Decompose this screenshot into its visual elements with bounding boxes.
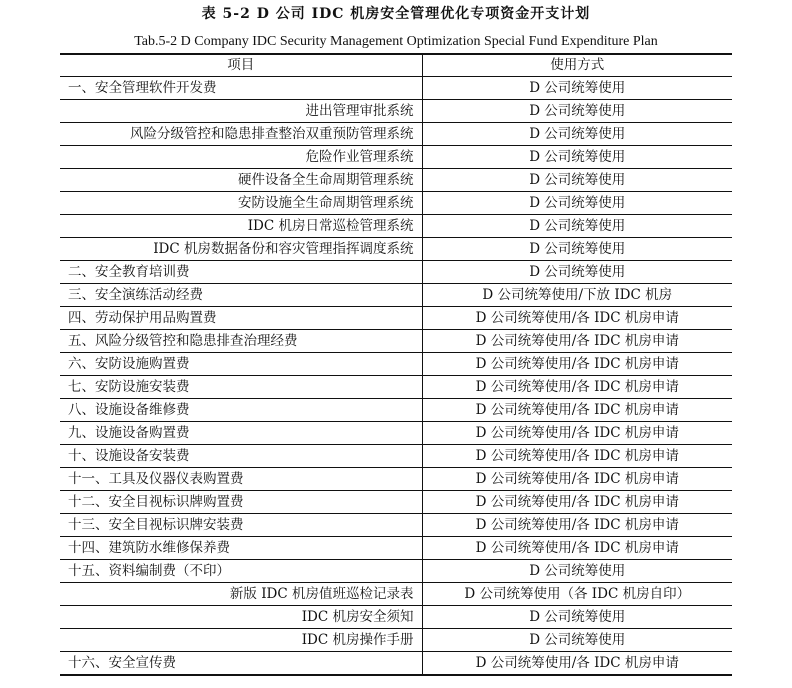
- row-item-cell: 硬件设备全生命周期管理系统: [60, 169, 422, 192]
- table-row: [60, 468, 732, 491]
- row-usage-cell: D 公司统筹使用（各 IDC 机房自印）: [422, 583, 732, 606]
- table-row: [60, 583, 732, 606]
- row-usage-cell: D 公司统筹使用/下放 IDC 机房: [422, 284, 732, 307]
- row-usage-cell: D 公司统筹使用/各 IDC 机房申请: [422, 652, 732, 676]
- table-row: [60, 606, 732, 629]
- row-item-cell: IDC 机房日常巡检管理系统: [60, 215, 422, 238]
- row-usage-cell: D 公司统筹使用: [422, 629, 732, 652]
- row-item-cell: 三、安全演练活动经费: [60, 284, 422, 307]
- table-title-english: Tab.5-2 D Company IDC Security Management Optimization Special Fund Expenditure Plan: [134, 34, 658, 49]
- table-row: [60, 330, 732, 353]
- row-item-cell: 风险分级管控和隐患排查整治双重预防管理系统: [60, 123, 422, 146]
- table-row: [60, 629, 732, 652]
- row-usage-cell: D 公司统筹使用/各 IDC 机房申请: [422, 399, 732, 422]
- row-item-cell: 十、设施设备安装费: [60, 445, 422, 468]
- row-item-cell: IDC 机房安全须知: [60, 606, 422, 629]
- header-item: 项目: [60, 54, 422, 77]
- row-usage-cell: D 公司统筹使用/各 IDC 机房申请: [422, 353, 732, 376]
- table-row: [60, 445, 732, 468]
- row-usage-cell: D 公司统筹使用: [422, 261, 732, 284]
- row-usage-cell: D 公司统筹使用: [422, 123, 732, 146]
- table-row: [60, 238, 732, 261]
- table-row: [60, 652, 732, 676]
- row-item-cell: 十四、建筑防水维修保养费: [60, 537, 422, 560]
- fund-expenditure-table: [60, 53, 732, 676]
- table-row: [60, 376, 732, 399]
- table-row: [60, 307, 732, 330]
- row-usage-cell: D 公司统筹使用/各 IDC 机房申请: [422, 468, 732, 491]
- row-usage-cell: D 公司统筹使用: [422, 238, 732, 261]
- table-row: [60, 123, 732, 146]
- table-row: [60, 146, 732, 169]
- row-usage-cell: D 公司统筹使用: [422, 606, 732, 629]
- row-item-cell: 十五、资料编制费（不印）: [60, 560, 422, 583]
- row-item-cell: 进出管理审批系统: [60, 100, 422, 123]
- table-row: [60, 399, 732, 422]
- row-usage-cell: D 公司统筹使用: [422, 192, 732, 215]
- table-row: [60, 560, 732, 583]
- table-row: [60, 100, 732, 123]
- row-usage-cell: D 公司统筹使用/各 IDC 机房申请: [422, 445, 732, 468]
- table-title-chinese: 表 5-2 D 公司 IDC 机房安全管理优化专项资金开支计划: [201, 6, 591, 22]
- row-usage-cell: D 公司统筹使用/各 IDC 机房申请: [422, 307, 732, 330]
- row-item-cell: 危险作业管理系统: [60, 146, 422, 169]
- table-row: [60, 422, 732, 445]
- table-row: [60, 215, 732, 238]
- table-row: [60, 169, 732, 192]
- row-item-cell: 新版 IDC 机房值班巡检记录表: [60, 583, 422, 606]
- row-item-cell: IDC 机房数据备份和容灾管理指挥调度系统: [60, 238, 422, 261]
- row-item-cell: 四、劳动保护用品购置费: [60, 307, 422, 330]
- row-usage-cell: D 公司统筹使用/各 IDC 机房申请: [422, 422, 732, 445]
- row-item-cell: 十一、工具及仪器仪表购置费: [60, 468, 422, 491]
- row-usage-cell: D 公司统筹使用/各 IDC 机房申请: [422, 491, 732, 514]
- row-usage-cell: D 公司统筹使用: [422, 169, 732, 192]
- row-item-cell: 二、安全教育培训费: [60, 261, 422, 284]
- row-usage-cell: D 公司统筹使用: [422, 77, 732, 100]
- row-item-cell: 安防设施全生命周期管理系统: [60, 192, 422, 215]
- table-header-row: [60, 54, 732, 77]
- row-item-cell: IDC 机房操作手册: [60, 629, 422, 652]
- row-item-cell: 八、设施设备维修费: [60, 399, 422, 422]
- row-usage-cell: D 公司统筹使用/各 IDC 机房申请: [422, 537, 732, 560]
- row-usage-cell: D 公司统筹使用/各 IDC 机房申请: [422, 514, 732, 537]
- row-item-cell: 十六、安全宣传费: [60, 652, 422, 676]
- row-item-cell: 十三、安全目视标识牌安装费: [60, 514, 422, 537]
- row-item-cell: 十二、安全目视标识牌购置费: [60, 491, 422, 514]
- row-usage-cell: D 公司统筹使用/各 IDC 机房申请: [422, 330, 732, 353]
- table-row: [60, 284, 732, 307]
- row-item-cell: 七、安防设施安装费: [60, 376, 422, 399]
- table-row: [60, 192, 732, 215]
- table-row: [60, 77, 732, 100]
- table-row: [60, 353, 732, 376]
- row-usage-cell: D 公司统筹使用: [422, 100, 732, 123]
- row-usage-cell: D 公司统筹使用: [422, 215, 732, 238]
- row-item-cell: 九、设施设备购置费: [60, 422, 422, 445]
- table-row: [60, 537, 732, 560]
- row-item-cell: 六、安防设施购置费: [60, 353, 422, 376]
- table-body: [60, 77, 732, 676]
- header-usage: 使用方式: [550, 57, 605, 73]
- row-usage-cell: D 公司统筹使用: [422, 146, 732, 169]
- row-item-cell: 五、风险分级管控和隐患排查治理经费: [60, 330, 422, 353]
- row-usage-cell: D 公司统筹使用: [422, 560, 732, 583]
- table-row: [60, 491, 732, 514]
- table-row: [60, 261, 732, 284]
- row-item-cell: 一、安全管理软件开发费: [60, 77, 422, 100]
- table-row: [60, 514, 732, 537]
- row-usage-cell: D 公司统筹使用/各 IDC 机房申请: [422, 376, 732, 399]
